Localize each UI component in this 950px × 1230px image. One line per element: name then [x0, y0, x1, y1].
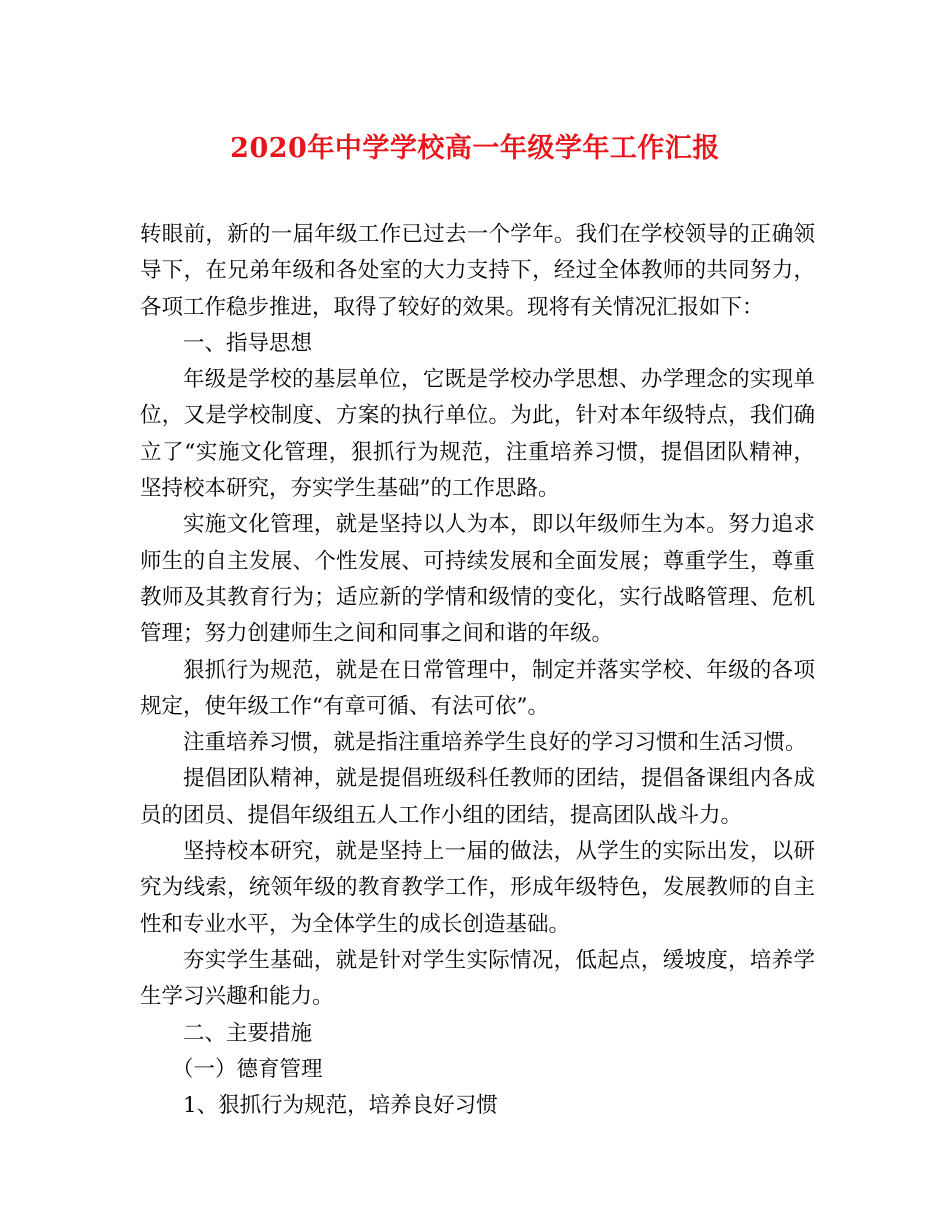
- body-paragraph: 提倡团队精神，就是提倡班级科任教师的团结，提倡备课组内各成员的团员、提倡年级组五人工作小组的团结，提高团队战斗力。: [140, 766, 815, 828]
- document-body: [140, 217, 815, 1124]
- body-paragraph: 坚持校本研究，就是坚持上一届的做法，从学生的实际出发，以研究为线索，统领年级的教育教学工作，形成年级特色，发展教师的自主性和专业水平，为全体学生的成长创造基础。: [140, 839, 815, 937]
- subsection-heading-moral-education: （一）德育管理: [172, 1056, 323, 1082]
- section-heading-guiding-ideas: 一、指导思想: [183, 330, 313, 356]
- intro-paragraph: 转眼前，新的一届年级工作已过去一个学年。我们在学校领导的正确领导下，在兄弟年级和各处室的大力支持下，经过全体教师的共同努力，各项工作稳步推进，取得了较好的效果。现将有关情况汇报如下：: [140, 222, 815, 320]
- body-paragraph: 实施文化管理，就是坚持以人为本，即以年级师生为本。努力追求师生的自主发展、个性发展、可持续发展和全面发展；尊重学生，尊重教师及其教育行为；适应新的学情和级情的变化，实行战略管理、危机管理；努力创建师生之间和同事之间和谐的年级。: [140, 512, 815, 647]
- body-paragraph: 注重培养习惯，就是指注重培养学生良好的学习习惯和生活习惯。: [183, 730, 807, 756]
- body-paragraph: 夯实学生基础，就是针对学生实际情况，低起点，缓坡度，培养学生学习兴趣和能力。: [140, 947, 815, 1010]
- body-paragraph: 年级是学校的基层单位，它既是学校办学思想、办学理念的实现单位，又是学校制度、方案的执行单位。为此，针对本年级特点，我们确立了“实施文化管理，狠抓行为规范，注重培养习惯，提倡团队精神，坚持校本研究，夯实学生基础”的工作思路。: [140, 367, 815, 502]
- body-paragraph: 狠抓行为规范，就是在日常管理中，制定并落实学校、年级的各项规定，使年级工作“有章可循、有法可依”。: [140, 657, 815, 719]
- section-heading-main-measures: 二、主要措施: [183, 1020, 313, 1046]
- document-title: 2020年中学学校高一年级学年工作汇报: [230, 133, 720, 164]
- item-heading: 1、狠抓行为规范，培养良好习惯: [183, 1093, 498, 1119]
